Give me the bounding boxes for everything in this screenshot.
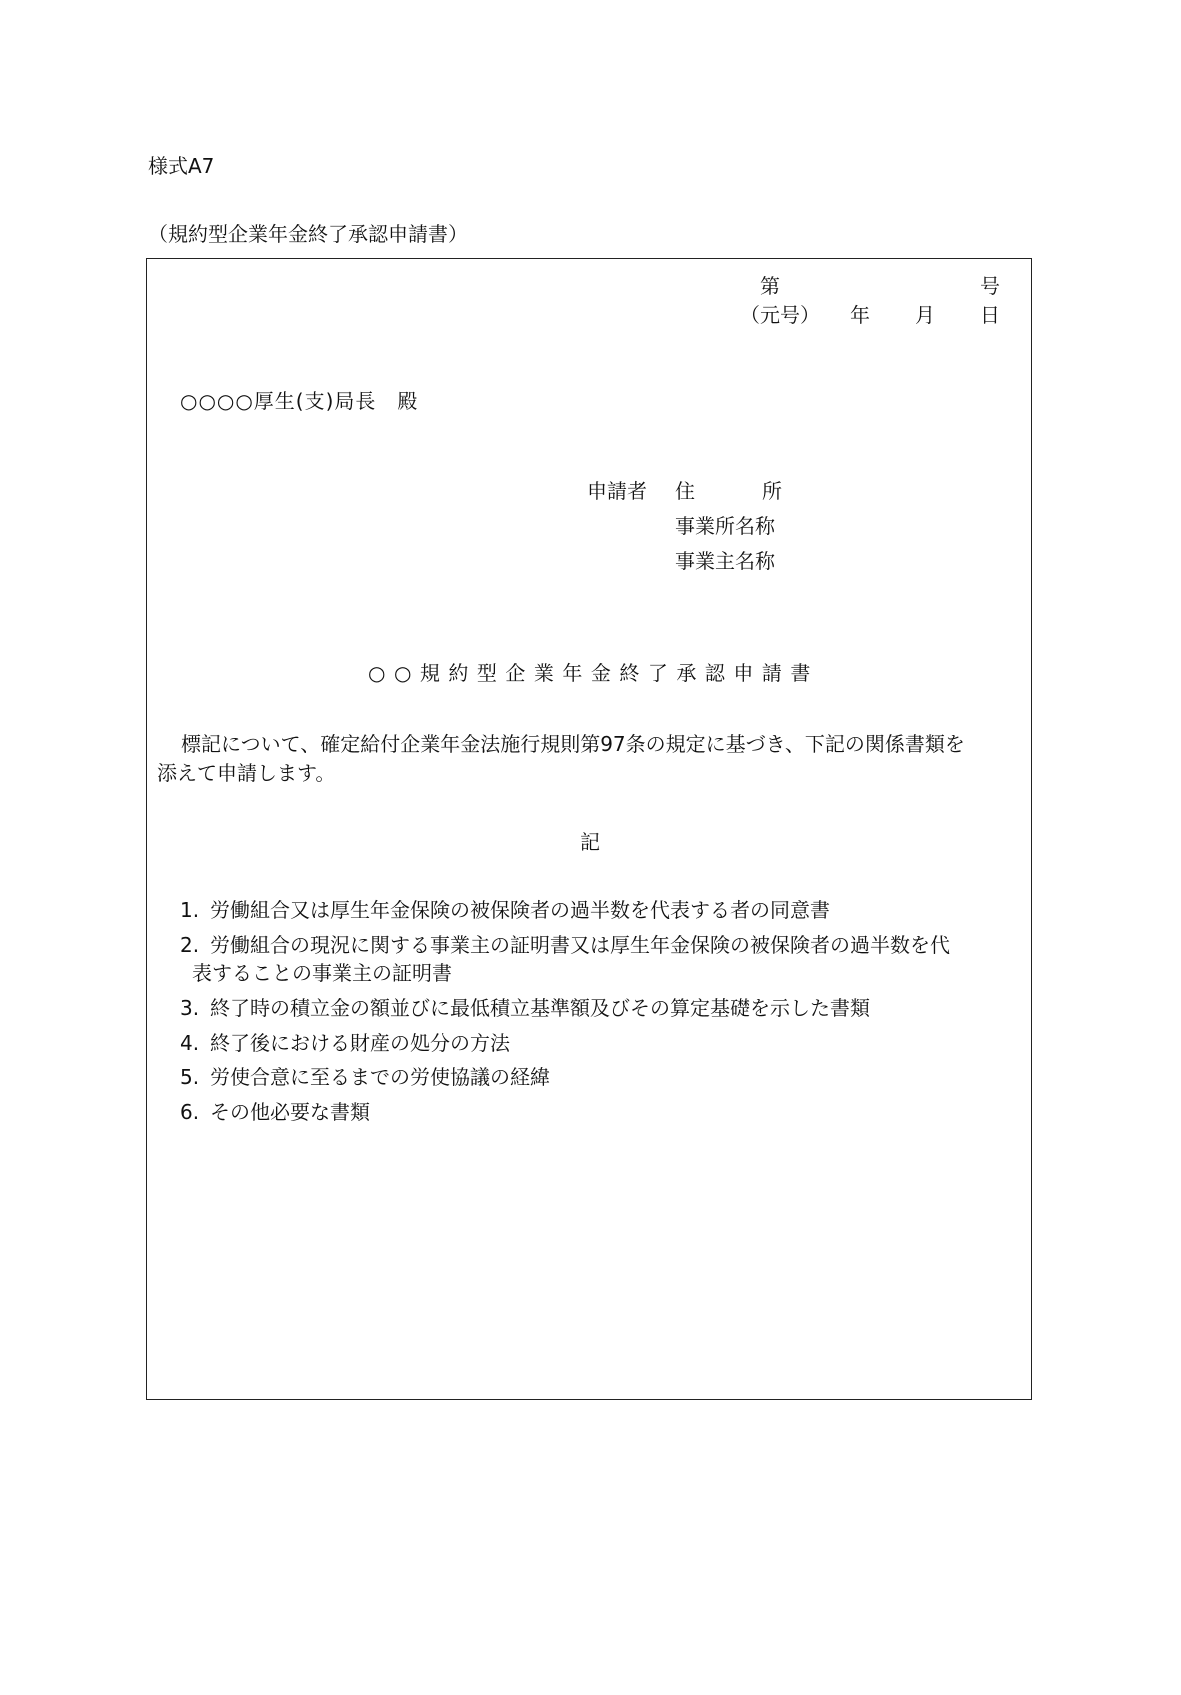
ki-heading: 記	[580, 830, 600, 854]
body-text-line-1: 標記について、確定給付企業年金法施行規則第97条の規定に基づき、下記の関係書類を	[181, 732, 965, 756]
list-item	[180, 900, 830, 920]
list-item	[180, 998, 870, 1018]
addressee: ○○○○厚生(支)局長 殿	[180, 389, 419, 413]
employer-name-label: 事業主名称	[675, 549, 775, 573]
form-subtitle: （規約型企業年金終了承認申請書）	[148, 222, 468, 246]
form-code: 様式A7	[148, 154, 215, 178]
list-item-text: 終了後における財産の処分の方法	[210, 1031, 510, 1055]
applicant-label: 申請者	[587, 479, 647, 503]
list-item-text: 労働組合又は厚生年金保険の被保険者の過半数を代表する者の同意書	[210, 898, 830, 922]
list-item	[180, 1033, 510, 1053]
form-frame	[146, 258, 1032, 1400]
list-item-number: 1.	[180, 898, 200, 922]
list-item-number: 6.	[180, 1100, 200, 1124]
list-item-continuation: 表することの事業主の証明書	[192, 961, 452, 985]
list-item-text: 終了時の積立金の額並びに最低積立基準額及びその算定基礎を示した書類	[210, 996, 870, 1020]
date-day-label: 日	[980, 303, 1000, 327]
list-item-number: 5.	[180, 1065, 200, 1089]
list-item-text: 労働組合の現況に関する事業主の証明書又は厚生年金保険の被保険者の過半数を代	[210, 933, 950, 957]
list-item-number: 2.	[180, 933, 200, 957]
list-item-number: 3.	[180, 996, 200, 1020]
number-label-go: 号	[980, 274, 1000, 298]
date-year-label: 年	[850, 303, 870, 327]
list-item-number: 4.	[180, 1031, 200, 1055]
list-item	[180, 1067, 550, 1087]
date-month-label: 月	[915, 303, 935, 327]
document-title: ○○規約型企業年金終了承認申請書	[368, 661, 819, 685]
list-item	[180, 1102, 370, 1122]
body-text-line-2: 添えて申請します。	[157, 761, 336, 785]
list-item	[180, 935, 950, 955]
date-era-label: （元号）	[740, 303, 820, 327]
office-name-label: 事業所名称	[675, 514, 775, 538]
list-item-text: 労使合意に至るまでの労使協議の経緯	[210, 1065, 550, 1089]
number-label-dai: 第	[760, 274, 780, 298]
address-label-part-2: 所	[762, 479, 782, 503]
address-label-part-1: 住	[675, 479, 695, 503]
list-item-text: その他必要な書類	[210, 1100, 370, 1124]
